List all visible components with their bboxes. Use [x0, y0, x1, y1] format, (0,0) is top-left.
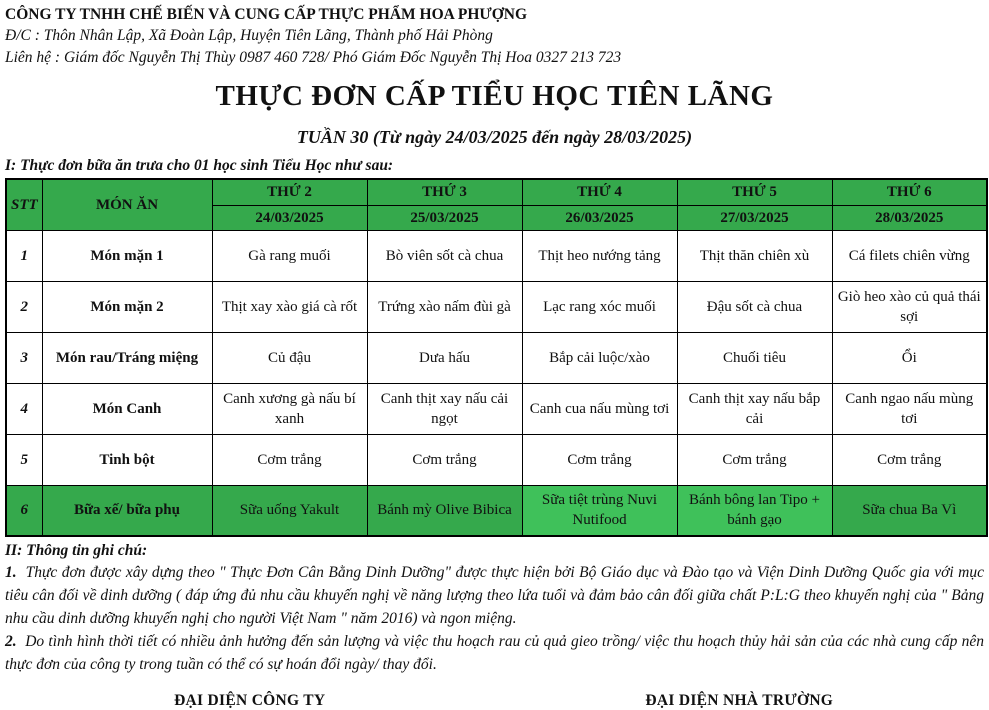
dish-cell: Cá filets chiên vừng	[832, 230, 987, 281]
menu-table-body	[6, 230, 987, 536]
company-name: CÔNG TY TNHH CHẾ BIẾN VÀ CUNG CẤP THỰC PHẨM HOA PHƯỢNG	[5, 6, 528, 23]
company-representative-label: ĐẠI DIỆN CÔNG TY	[174, 692, 326, 709]
row-category: Món rau/Tráng miệng	[42, 332, 212, 383]
week-subtitle: TUẦN 30 (Từ ngày 24/03/2025 đến ngày 28/03/2025)	[296, 127, 693, 147]
row-number: 1	[6, 230, 42, 281]
note-number: 1.	[5, 564, 17, 581]
dish-cell: Sữa uống Yakult	[212, 485, 367, 536]
company-contact: Liên hệ : Giám đốc Nguyễn Thị Thùy 0987 460 728/ Phó Giám Đốc Nguyễn Thị Hoa 0327 213 723	[5, 49, 622, 66]
dish-cell: Canh cua nấu mùng tơi	[522, 383, 677, 434]
dish-cell: Giò heo xào củ quả thái sợi	[832, 281, 987, 332]
dish-cell: Cơm trắng	[522, 434, 677, 485]
dish-cell: Cơm trắng	[367, 434, 522, 485]
dish-cell: Canh xương gà nấu bí xanh	[212, 383, 367, 434]
header-row-days	[6, 179, 987, 205]
column-header-day: THỨ 5	[677, 179, 832, 205]
note-number: 2.	[5, 633, 17, 650]
dish-cell: Canh thịt xay nấu cải ngọt	[367, 383, 522, 434]
company-address: Đ/C : Thôn Nhân Lập, Xã Đoàn Lập, Huyện Tiên Lãng, Thành phố Hải Phòng	[5, 27, 493, 44]
menu-table	[5, 178, 988, 537]
row-category: Món mặn 1	[42, 230, 212, 281]
menu-table-header	[6, 179, 987, 230]
column-header-day: THỨ 4	[522, 179, 677, 205]
column-header-day: THỨ 3	[367, 179, 522, 205]
dish-cell: Đậu sốt cà chua	[677, 281, 832, 332]
row-number: 3	[6, 332, 42, 383]
dish-cell: Thịt thăn chiên xù	[677, 230, 832, 281]
column-header-day: THỨ 2	[212, 179, 367, 205]
dish-cell: Củ đậu	[212, 332, 367, 383]
dish-cell: Bắp cải luộc/xào	[522, 332, 677, 383]
table-row	[6, 485, 987, 536]
row-category: Món mặn 2	[42, 281, 212, 332]
column-header-date: 24/03/2025	[212, 205, 367, 230]
dish-cell: Trứng xào nấm đùi gà	[367, 281, 522, 332]
table-row	[6, 332, 987, 383]
dish-cell: Bánh bông lan Tipo + bánh gạo	[677, 485, 832, 536]
dish-cell: Bò viên sốt cà chua	[367, 230, 522, 281]
dish-cell: Cơm trắng	[677, 434, 832, 485]
notes-section	[5, 541, 984, 676]
table-row	[6, 281, 987, 332]
section2-heading: II: Thông tin ghi chú:	[5, 542, 148, 559]
note-text: Thực đơn được xây dựng theo " Thực Đơn Cân Bằng Dinh Dưỡng" được thực hiện bởi Bộ Giáo dục và Đào tạo và Viện Dinh Dưỡng Quốc gia với mục tiêu cân đối về dinh dưỡng ( đáp ứng đủ nhu cầu khuyến nghị về năng lượng theo lứa tuổi và đảm bảo cân đối giữa chất P:L:G theo khuyến nghị của " Bảng nhu cầu dinh dưỡng khuyến nghị cho người Việt Nam " năm 2016) và ngon miệng.	[5, 564, 985, 627]
note-item	[5, 630, 984, 676]
dish-cell: Lạc rang xóc muối	[522, 281, 677, 332]
column-header-stt: STT	[6, 179, 42, 230]
column-header-date: 25/03/2025	[367, 205, 522, 230]
row-category: Món Canh	[42, 383, 212, 434]
dish-cell: Chuối tiêu	[677, 332, 832, 383]
table-row	[6, 230, 987, 281]
column-header-date: 26/03/2025	[522, 205, 677, 230]
table-row	[6, 383, 987, 434]
row-number: 4	[6, 383, 42, 434]
dish-cell: Dưa hấu	[367, 332, 522, 383]
column-header-date: 27/03/2025	[677, 205, 832, 230]
school-representative-label: ĐẠI DIỆN NHÀ TRƯỜNG	[645, 692, 834, 709]
row-number: 6	[6, 485, 42, 536]
dish-cell: Gà rang muối	[212, 230, 367, 281]
column-header-day: THỨ 6	[832, 179, 987, 205]
table-row	[6, 434, 987, 485]
dish-cell: Cơm trắng	[212, 434, 367, 485]
dish-cell: Canh ngao nấu mùng tơi	[832, 383, 987, 434]
dish-cell: Sữa tiệt trùng Nuvi Nutifood	[522, 485, 677, 536]
dish-cell: Cơm trắng	[832, 434, 987, 485]
column-header-dish: MÓN ĂN	[42, 179, 212, 230]
column-header-date: 28/03/2025	[832, 205, 987, 230]
dish-cell: Thịt xay xào giá cà rốt	[212, 281, 367, 332]
dish-cell: Ổi	[832, 332, 987, 383]
dish-cell: Bánh mỳ Olive Bibica	[367, 485, 522, 536]
section1-heading: I: Thực đơn bữa ăn trưa cho 01 học sinh Tiểu Học như sau:	[5, 157, 394, 174]
row-number: 2	[6, 281, 42, 332]
row-category: Tinh bột	[42, 434, 212, 485]
row-category: Bữa xế/ bữa phụ	[42, 485, 212, 536]
page-title: THỰC ĐƠN CẤP TIỂU HỌC TIÊN LÃNG	[215, 80, 774, 112]
note-text: Do tình hình thời tiết có nhiều ảnh hưởng đến sản lượng và việc thu hoạch rau củ quả gieo trồng/ việc thu hoạch thủy hải sản của các nhà cung cấp nên thực đơn của công ty trong tuần có thể có sự hoán đổi ngày/ thay đổi.	[5, 633, 984, 673]
dish-cell: Canh thịt xay nấu bắp cải	[677, 383, 832, 434]
dish-cell: Sữa chua Ba Vì	[832, 485, 987, 536]
row-number: 5	[6, 434, 42, 485]
signature-row	[5, 692, 984, 710]
note-item	[5, 561, 984, 630]
dish-cell: Thịt heo nướng tảng	[522, 230, 677, 281]
